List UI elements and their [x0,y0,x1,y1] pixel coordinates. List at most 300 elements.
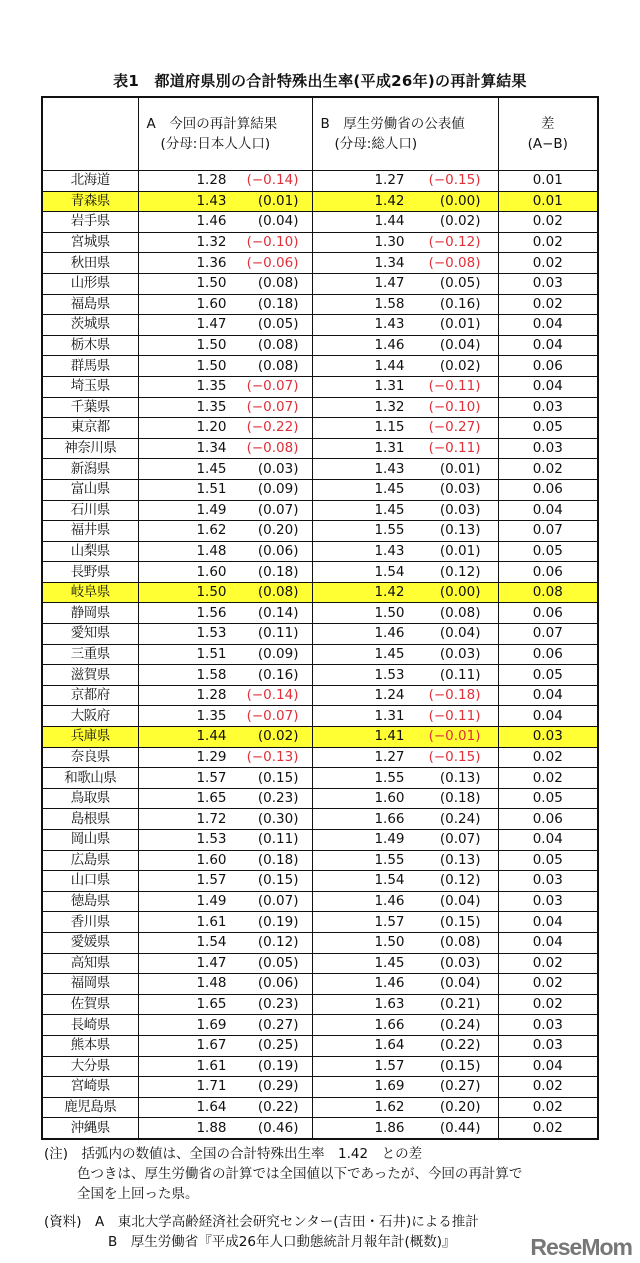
cell-a [138,1077,312,1098]
rate-a-diff: (0.08) [257,357,299,374]
rate-a: 1.72 [196,810,227,827]
diff-a-b: 0.02 [498,1097,598,1118]
table-row [42,727,598,748]
cell-a [138,562,312,583]
diff-a-b: 0.03 [498,891,598,912]
rate-a-diff: (−0.22) [246,419,299,436]
rate-a: 1.61 [196,913,227,930]
header-col-a-sub: (分母:日本人人口) [160,136,271,152]
rate-a-diff: (0.19) [257,1057,299,1074]
rate-a: 1.51 [196,645,227,662]
diff-a-b: 0.05 [498,850,598,871]
diff-a-b: 0.07 [498,624,598,645]
header-prefecture [42,97,138,171]
table-row [42,665,598,686]
prefecture-name: 大分県 [42,1056,138,1077]
rate-b: 1.66 [374,810,405,827]
table-row [42,603,598,624]
rate-b-diff: (0.04) [439,893,481,910]
rate-b: 1.54 [374,872,405,889]
diff-a-b: 0.02 [498,747,598,768]
header-col-diff-sub: (A−B) [527,136,568,152]
prefecture-name: 鹿児島県 [42,1097,138,1118]
rate-a-diff: (0.07) [257,501,299,518]
cell-b [312,706,498,727]
diff-a-b: 0.03 [498,727,598,748]
rate-b: 1.31 [374,378,405,395]
cell-a [138,500,312,521]
prefecture-name: 宮城県 [42,232,138,253]
header-col-a-title: A 今回の再計算結果 [146,116,278,132]
cell-b [312,644,498,665]
cell-a [138,335,312,356]
cell-a [138,747,312,768]
cell-b [312,871,498,892]
rate-b-diff: (0.12) [439,872,481,889]
cell-b [312,665,498,686]
rate-b: 1.66 [374,1016,405,1033]
rate-b-diff: (0.02) [439,213,481,230]
rate-b-diff: (0.01) [439,460,481,477]
source-line: B 厚生労働省『平成26年人口動態統計月報年計(概数)』 [108,1234,456,1250]
rate-a: 1.29 [196,748,227,765]
rate-a: 1.35 [196,378,227,395]
cell-a [138,665,312,686]
prefecture-name: 岩手県 [42,212,138,233]
rate-a-diff: (0.04) [257,213,299,230]
rate-a-diff: (0.09) [257,481,299,498]
rate-b: 1.30 [374,234,405,251]
table-row [42,459,598,480]
cell-b [312,294,498,315]
table-row [42,685,598,706]
rate-b: 1.44 [374,213,405,230]
table-row [42,871,598,892]
rate-a: 1.64 [196,1099,227,1116]
rate-a: 1.50 [196,584,227,601]
cell-b [312,171,498,192]
rate-a: 1.65 [196,996,227,1013]
prefecture-name: 神奈川県 [42,438,138,459]
cell-a [138,830,312,851]
rate-b: 1.31 [374,440,405,457]
rate-b-diff: (0.07) [439,831,481,848]
rate-b-diff: (−0.10) [428,398,481,415]
rate-a-diff: (0.16) [257,666,299,683]
rate-a-diff: (0.09) [257,645,299,662]
rate-a: 1.57 [196,872,227,889]
rate-a-diff: (0.25) [257,1037,299,1054]
prefecture-name: 山形県 [42,273,138,294]
rate-b: 1.31 [374,707,405,724]
rate-a-diff: (0.05) [257,954,299,971]
diff-a-b: 0.02 [498,232,598,253]
cell-a [138,191,312,212]
rate-b: 1.24 [374,687,405,704]
header-col-b-title: B 厚生労働省の公表値 [320,116,465,132]
cell-b [312,521,498,542]
prefecture-name: 愛媛県 [42,932,138,953]
prefecture-name: 長崎県 [42,1015,138,1036]
rate-a: 1.28 [196,172,227,189]
cell-a [138,932,312,953]
rate-a-diff: (0.06) [257,542,299,559]
diff-a-b: 0.02 [498,253,598,274]
table-row [42,644,598,665]
prefecture-name: 和歌山県 [42,768,138,789]
rate-b: 1.47 [374,275,405,292]
table-row [42,747,598,768]
rate-b-diff: (0.27) [439,1078,481,1095]
rate-b: 1.43 [374,542,405,559]
diff-a-b: 0.04 [498,335,598,356]
cell-b [312,1077,498,1098]
cell-b [312,335,498,356]
prefecture-name: 秋田県 [42,253,138,274]
rate-b-diff: (0.03) [439,954,481,971]
cell-a [138,356,312,377]
rate-a: 1.35 [196,398,227,415]
diff-a-b: 0.05 [498,788,598,809]
table-row [42,1015,598,1036]
rate-a-diff: (−0.10) [246,234,299,251]
rate-a: 1.36 [196,254,227,271]
diff-a-b: 0.05 [498,418,598,439]
prefecture-name: 滋賀県 [42,665,138,686]
prefecture-name: 福井県 [42,521,138,542]
cell-a [138,912,312,933]
rate-b-diff: (0.24) [439,810,481,827]
table-row [42,1035,598,1056]
table-row [42,418,598,439]
table-row [42,356,598,377]
cell-a [138,603,312,624]
diff-a-b: 0.06 [498,809,598,830]
rate-a: 1.48 [196,542,227,559]
rate-a-diff: (0.15) [257,872,299,889]
rate-b-diff: (0.20) [439,1099,481,1116]
diff-a-b: 0.02 [498,212,598,233]
diff-a-b: 0.04 [498,830,598,851]
cell-a [138,644,312,665]
table-row [42,335,598,356]
header-col-diff-title: 差 [541,116,555,132]
table-row [42,562,598,583]
rate-b: 1.32 [374,398,405,415]
rate-b: 1.53 [374,666,405,683]
prefecture-name: 茨城県 [42,315,138,336]
rate-a: 1.49 [196,893,227,910]
cell-a [138,974,312,995]
diff-a-b: 0.04 [498,932,598,953]
rate-a-diff: (0.46) [257,1119,299,1136]
diff-a-b: 0.06 [498,603,598,624]
diff-a-b: 0.04 [498,1056,598,1077]
prefecture-name: 青森県 [42,191,138,212]
rate-a: 1.51 [196,481,227,498]
diff-a-b: 0.02 [498,459,598,480]
prefecture-name: 富山県 [42,479,138,500]
note-line: 全国を上回った県。 [77,1186,199,1202]
table-body [42,171,598,1139]
table-row [42,809,598,830]
table-row [42,912,598,933]
cell-a [138,418,312,439]
prefecture-name: 岐阜県 [42,582,138,603]
prefecture-name: 岡山県 [42,830,138,851]
rate-a: 1.54 [196,934,227,951]
cell-a [138,809,312,830]
rate-a-diff: (0.29) [257,1078,299,1095]
cell-b [312,438,498,459]
rate-a: 1.57 [196,769,227,786]
note-line: (注) 括弧内の数値は、全国の合計特殊出生率 1.42 との差 [44,1146,423,1162]
rate-b-diff: (0.13) [439,769,481,786]
prefecture-name: 長野県 [42,562,138,583]
rate-a: 1.43 [196,192,227,209]
rate-b-diff: (−0.15) [428,748,481,765]
notes [44,1144,522,1252]
rate-a: 1.60 [196,295,227,312]
prefecture-name: 栃木県 [42,335,138,356]
diff-a-b: 0.03 [498,1035,598,1056]
rate-b: 1.45 [374,481,405,498]
diff-a-b: 0.03 [498,438,598,459]
cell-a [138,685,312,706]
rate-a-diff: (−0.06) [246,254,299,271]
cell-a [138,397,312,418]
rate-a: 1.49 [196,501,227,518]
cell-a [138,273,312,294]
diff-a-b: 0.02 [498,953,598,974]
rate-a-diff: (−0.07) [246,707,299,724]
table-row [42,706,598,727]
cell-b [312,1097,498,1118]
cell-a [138,706,312,727]
rate-b-diff: (0.21) [439,996,481,1013]
rate-b: 1.55 [374,769,405,786]
rate-b: 1.49 [374,831,405,848]
rate-b-diff: (0.16) [439,295,481,312]
rate-a-diff: (−0.07) [246,398,299,415]
diff-a-b: 0.02 [498,1077,598,1098]
rate-a-diff: (0.02) [257,728,299,745]
diff-a-b: 0.02 [498,1118,598,1139]
rate-b-diff: (−0.15) [428,172,481,189]
rate-a-diff: (0.06) [257,975,299,992]
cell-a [138,1056,312,1077]
rate-b: 1.50 [374,934,405,951]
prefecture-name: 広島県 [42,850,138,871]
rate-a: 1.47 [196,316,227,333]
cell-b [312,891,498,912]
rate-b-diff: (0.03) [439,481,481,498]
cell-b [312,747,498,768]
diff-a-b: 0.08 [498,582,598,603]
cell-b [312,727,498,748]
rate-a: 1.50 [196,357,227,374]
rate-a: 1.67 [196,1037,227,1054]
cell-a [138,294,312,315]
cell-b [312,376,498,397]
cell-a [138,438,312,459]
rate-b: 1.58 [374,295,405,312]
rate-b: 1.57 [374,1057,405,1074]
header-col-b [312,97,498,171]
rate-a-diff: (−0.08) [246,440,299,457]
rate-a: 1.61 [196,1057,227,1074]
table-row [42,438,598,459]
cell-a [138,253,312,274]
rate-a: 1.44 [196,728,227,745]
prefecture-name: 福島県 [42,294,138,315]
table-row [42,294,598,315]
cell-b [312,1035,498,1056]
rate-a-diff: (0.11) [257,831,299,848]
cell-b [312,397,498,418]
rate-a: 1.20 [196,419,227,436]
source-line: (資料) A 東北大学高齢経済社会研究センター(吉田・石井)による推計 [44,1214,479,1230]
diff-a-b: 0.07 [498,521,598,542]
table-row [42,521,598,542]
rate-b-diff: (0.08) [439,604,481,621]
rate-b-diff: (−0.08) [428,254,481,271]
rate-b: 1.64 [374,1037,405,1054]
diff-a-b: 0.05 [498,541,598,562]
diff-a-b: 0.02 [498,994,598,1015]
rate-a-diff: (−0.07) [246,378,299,395]
rate-b-diff: (0.05) [439,275,481,292]
table-row [42,624,598,645]
table-row [42,1118,598,1139]
table-row [42,273,598,294]
rate-b-diff: (−0.01) [428,728,481,745]
cell-a [138,727,312,748]
table-row [42,541,598,562]
rate-b: 1.45 [374,645,405,662]
rate-b-diff: (0.13) [439,851,481,868]
cell-a [138,871,312,892]
cell-b [312,932,498,953]
rate-a-diff: (0.23) [257,790,299,807]
cell-b [312,953,498,974]
cell-b [312,356,498,377]
prefecture-name: 熊本県 [42,1035,138,1056]
cell-a [138,1118,312,1139]
rate-b: 1.46 [374,625,405,642]
rate-a: 1.71 [196,1078,227,1095]
cell-a [138,541,312,562]
prefecture-name: 宮崎県 [42,1077,138,1098]
prefecture-name: 千葉県 [42,397,138,418]
cell-b [312,562,498,583]
rate-b-diff: (0.03) [439,501,481,518]
diff-a-b: 0.03 [498,273,598,294]
prefecture-name: 北海道 [42,171,138,192]
rate-b: 1.42 [374,584,405,601]
table-row [42,850,598,871]
rate-a-diff: (0.08) [257,584,299,601]
rate-a: 1.53 [196,831,227,848]
cell-b [312,315,498,336]
rate-b: 1.27 [374,748,405,765]
rate-b: 1.41 [374,728,405,745]
cell-a [138,479,312,500]
prefecture-name: 群馬県 [42,356,138,377]
rate-a-diff: (0.12) [257,934,299,951]
prefecture-name: 大阪府 [42,706,138,727]
prefecture-name: 鳥取県 [42,788,138,809]
diff-a-b: 0.06 [498,479,598,500]
prefecture-name: 島根県 [42,809,138,830]
diff-a-b: 0.04 [498,500,598,521]
rate-b: 1.86 [374,1119,405,1136]
diff-a-b: 0.02 [498,294,598,315]
header-col-diff [498,97,598,171]
rate-b-diff: (0.15) [439,913,481,930]
prefecture-name: 石川県 [42,500,138,521]
cell-b [312,479,498,500]
diff-a-b: 0.04 [498,912,598,933]
cell-b [312,459,498,480]
prefecture-name: 東京都 [42,418,138,439]
diff-a-b: 0.03 [498,1015,598,1036]
resemom-logo: ReseMom [530,1234,632,1260]
diff-a-b: 0.05 [498,665,598,686]
cell-b [312,994,498,1015]
rate-b-diff: (0.03) [439,645,481,662]
rate-b-diff: (−0.11) [428,378,481,395]
rate-a: 1.48 [196,975,227,992]
cell-b [312,685,498,706]
table-row [42,768,598,789]
prefecture-name: 香川県 [42,912,138,933]
rate-b-diff: (0.18) [439,790,481,807]
rate-b: 1.45 [374,954,405,971]
table-row [42,891,598,912]
rate-a: 1.58 [196,666,227,683]
rate-b: 1.46 [374,893,405,910]
rate-b: 1.27 [374,172,405,189]
table-title: 表1 都道府県別の合計特殊出生率(平成26年)の再計算結果 [113,72,527,90]
rate-b-diff: (0.00) [439,584,481,601]
cell-b [312,974,498,995]
cell-b [312,830,498,851]
rate-b-diff: (−0.18) [428,687,481,704]
rate-a: 1.34 [196,440,227,457]
cell-a [138,624,312,645]
rate-a: 1.46 [196,213,227,230]
rate-b: 1.45 [374,501,405,518]
table-row [42,500,598,521]
prefecture-name: 愛知県 [42,624,138,645]
diff-a-b: 0.06 [498,562,598,583]
rate-a-diff: (0.22) [257,1099,299,1116]
rate-a-diff: (0.19) [257,913,299,930]
prefecture-name: 福岡県 [42,974,138,995]
cell-a [138,171,312,192]
prefecture-name: 徳島県 [42,891,138,912]
cell-a [138,315,312,336]
header-col-a [138,97,312,171]
rate-a: 1.88 [196,1119,227,1136]
rate-a: 1.35 [196,707,227,724]
rate-b-diff: (0.44) [439,1119,481,1136]
rate-b: 1.43 [374,460,405,477]
rate-a: 1.53 [196,625,227,642]
cell-a [138,994,312,1015]
cell-b [312,541,498,562]
